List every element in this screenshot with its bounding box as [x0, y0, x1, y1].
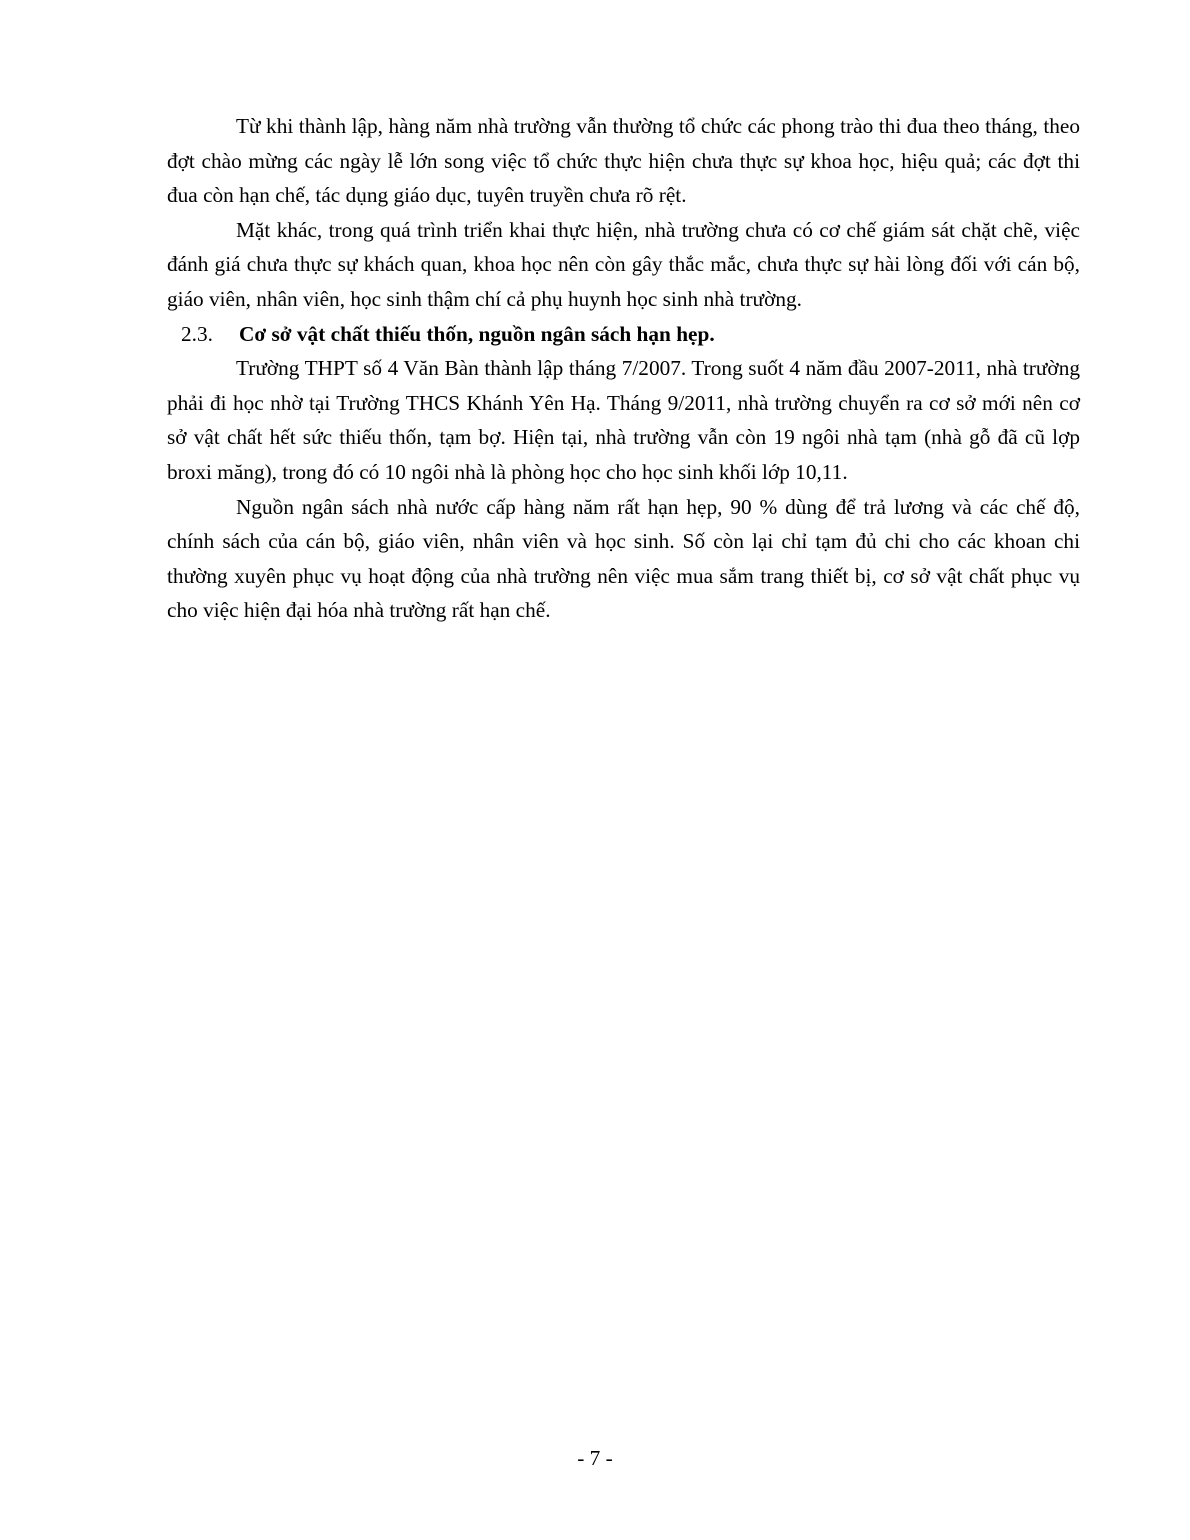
paragraph-school-history: Trường THPT số 4 Văn Bàn thành lập tháng 7/2007. Trong suốt 4 năm đầu 2007-2011, nhà trường phải đi học nhờ tại Trường THCS Khánh Yên Hạ. Tháng 9/2011, nhà trường chuyển ra cơ sở mới nên cơ sở vật chất hết sức thiếu thốn, tạm bợ. Hiện tại, nhà trường vẫn còn 19 ngôi nhà tạm (nhà gỗ đã cũ lợp broxi măng), trong đó có 10 ngôi nhà là phòng học cho học sinh khối lớp 10,11. — [167, 356, 1080, 484]
page-number: - 7 - — [577, 1446, 613, 1470]
section-title: Cơ sở vật chất thiếu thốn, nguồn ngân sách hạn hẹp. — [239, 321, 715, 346]
section-number: 2.3. — [181, 321, 213, 346]
paragraph-competition-movements: Từ khi thành lập, hàng năm nhà trường vẫn thường tổ chức các phong trào thi đua theo tháng, theo đợt chào mừng các ngày lễ lớn song việc tổ chức thực hiện chưa thực sự khoa học, hiệu quả; các đợt thi đua còn hạn chế, tác dụng giáo dục, tuyên truyền chưa rõ rệt. — [167, 114, 1080, 208]
section-heading — [167, 317, 1080, 352]
paragraph-supervision-mechanism: Mặt khác, trong quá trình triển khai thực hiện, nhà trường chưa có cơ chế giám sát chặt chẽ, việc đánh giá chưa thực sự khách quan, khoa học nên còn gây thắc mắc, chưa thực sự hài lòng đối với cán bộ, giáo viên, nhân viên, học sinh thậm chí cả phụ huynh học sinh nhà trường. — [167, 217, 1080, 311]
document-body — [167, 109, 1080, 628]
paragraph-budget: Nguồn ngân sách nhà nước cấp hàng năm rất hạn hẹp, 90 % dùng để trả lương và các chế độ, chính sách của cán bộ, giáo viên, nhân viên và học sinh. Số còn lại chỉ tạm đủ chi cho các khoan chi thường xuyên phục vụ hoạt động của nhà trường nên việc mua sắm trang thiết bị, cơ sở vật chất phục vụ cho việc hiện đại hóa nhà trường rất hạn chế. — [167, 494, 1080, 623]
